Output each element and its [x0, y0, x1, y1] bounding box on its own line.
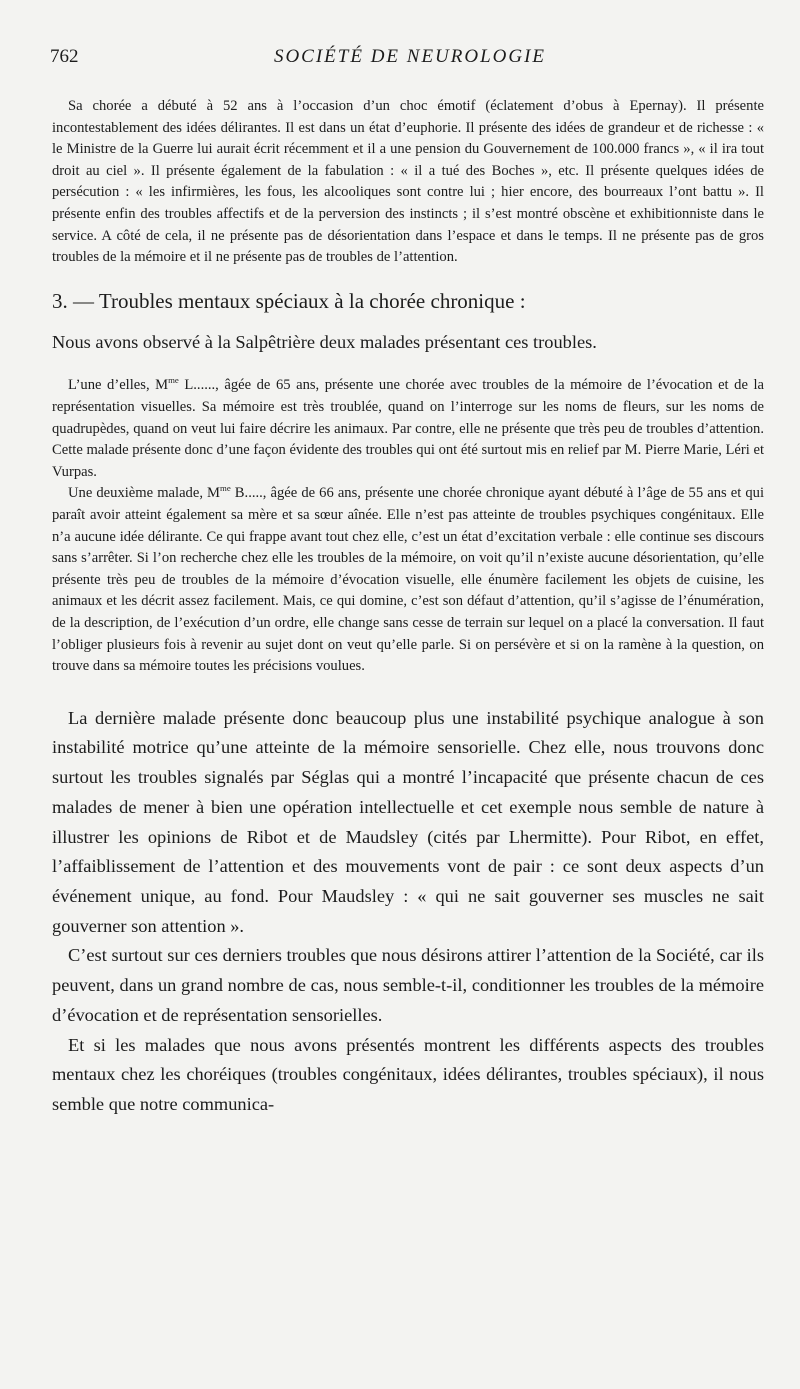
body-paragraph-1: La dernière malade présente donc beaucoup plus une instabilité psychique analogue à son instabilité motrice qu’une atteinte de la mémoire sensorielle. Chez elle, nous trouvons donc surtout les troubles signalés par Séglas qui a montré l’incapacité que présente chacun de ces malades de mener à bien une opération intellectuelle et cet exemple nous semble de nature à illustrer les opinions de Ribot et de Maudsley (cités par Lhermitte). Pour Ribot, en effet, l’affaiblissement de l’attention et des mouvements vont de pair : ce sont deux aspects d’un événement unique, au fond. Pour Maudsley : « qui ne sait gouverner ses muscles ne sait gouverner son attention ».	[52, 707, 764, 936]
page-number: 762	[50, 46, 79, 67]
patient-1-paragraph	[52, 375, 764, 483]
patient-2-rest: B....., âgée de 66 ans, présente une chorée chronique ayant débuté à l’âge de 55 ans et qui paraît avoir atteint également sa mère et sa sœur aînée. Elle n’est pas atteinte de troubles psychiques congénitaux. Elle n’a aucune idée délirante. Ce qui frappe avant tout chez elle, c’est un état d’excitation verbale : elle continue ses discours sans s’arrêter. Si l’on recherche chez elle les troubles de la mémoire, on voit qu’il n’existe aucune désorientation, qu’elle présente très peu de troubles de la mémoire d’évocation visuelle, elle énumère facilement les objets de cuisine, les animaux et les décrit assez facilement. Mais, ce qui domine, c’est son défaut d’attention, qu’il s’agisse de l’énumération, de la description, de l’exécution d’un ordre, elle change sans cesse de terrain sur lequel on a placé la conversation. Il faut l’obliger plusieurs fois à revenir au sujet dont on veut qu’elle parle. Si on persévère et si on la ramène à la question, on trouve dans sa mémoire toutes les précisions voulues.	[52, 485, 764, 675]
patient-2-title-sup: me	[220, 483, 231, 494]
case-paragraph: Sa chorée a débuté à 52 ans à l’occasion d’un choc émotif (éclatement d’obus à Epernay). Il présente incontestablement des idées délirantes. Il est dans un état d’euphorie. Il présente des idées de grandeur et de richesse : « le Ministre de la Guerre lui aurait écrit récemment et il a une pension du Gouvernement de 100.000 francs », « il ira tout droit au ciel ». Il présente également de la fabulation : « il a tué des Boches », etc. Il présente quelques idées de persécution : « les infirmières, les fous, les alcooliques sont contre lui ; hier encore, des bourreaux l’ont battu ». Il présente enfin des troubles affectifs et de la perversion des instincts ; il s’est montré obscène et exhibitionniste dans le service. A côté de cela, il ne présente pas de désorientation dans l’espace et dans le temps. Il ne présente pas de gros troubles de la mémoire et il ne présente pas de troubles de l’attention.	[52, 98, 764, 266]
running-title: SOCIÉTÉ DE NEUROLOGIE	[273, 46, 547, 67]
patient-1-start: L’une d’elles, M	[68, 377, 169, 394]
body-paragraph-2: C’est surtout sur ces derniers troubles que nous désirons attirer l’attention de la Société, car ils peuvent, dans un grand nombre de cas, nous semble-t-il, conditionner les troubles de la mémoire d’évocation et de représentation sensorielles.	[52, 945, 764, 1025]
intro-paragraph: Nous avons observé à la Salpêtrière deux malades présentant ces troubles.	[52, 331, 597, 352]
spacer	[52, 678, 764, 704]
page-header	[50, 46, 770, 76]
patient-1-rest: L......, âgée de 65 ans, présente une chorée avec troubles de la mémoire de l’évocation et de la représentation visuelles. Sa mémoire est très troublée, quand on l’interroge sur les noms de fleurs, sur les noms de quadrupèdes, quand on veut lui faire décrire les animaux. Par contre, elle ne présente que très peu de troubles d’attention. Cette malade présente donc d’une façon évidente des troubles qui ont été surtout mis en relief par M. Pierre Marie, Léri et Vurpas.	[52, 377, 765, 480]
section-heading: 3. — Troubles mentaux spéciaux à la chorée chronique :	[52, 288, 526, 313]
spacer	[52, 357, 764, 375]
patient-2-start: Une deuxième malade, M	[68, 485, 221, 502]
patient-1-title-sup: me	[168, 375, 179, 386]
patient-2-paragraph	[52, 483, 764, 677]
body-paragraph-3: Et si les malades que nous avons présentés montrent les différents aspects des troubles mentaux chez les choréiques (troubles congénitaux, idées délirantes, troubles spéciaux), il nous semble que notre communica-	[52, 1034, 764, 1114]
page-body	[52, 96, 764, 1120]
